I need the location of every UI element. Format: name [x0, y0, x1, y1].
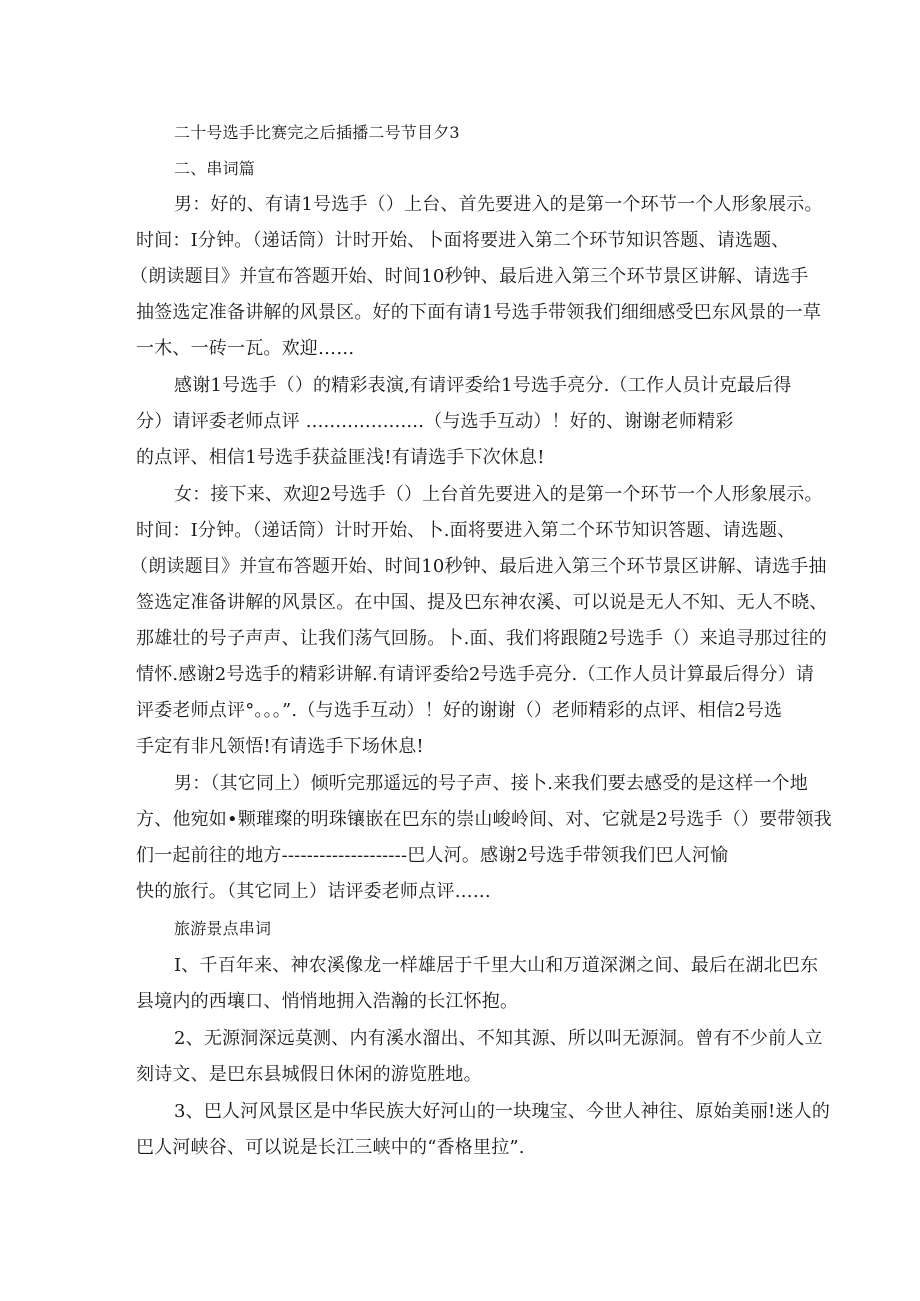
- paragraph-line: 3、巴人河风景区是中华民族大好河山的一块瑰宝、今世人神往、原始美丽!迷人的: [174, 1101, 831, 1122]
- paragraph-line: 男：（其它同上）倾听完那遥远的号子声、接卜.来我们要去感受的是这样一个地: [174, 773, 808, 794]
- paragraph-line: 感谢1号选手（）的精彩表演,有请评委给1号选手亮分.（工作人员计克最后得: [174, 375, 792, 396]
- paragraph-line: I、千百年来、神农溪像龙一样雄居于千里大山和万道深渊之间、最后在湖北巴东: [174, 955, 819, 976]
- paragraph-line: 手定有非凡领悟!有请选手下场休息!: [136, 736, 424, 757]
- section-heading-tourism: 旅游景点串词: [174, 919, 272, 938]
- paragraph-line: 那雄壮的号子声声、让我们荡气回肠。卜.面、我们将跟随2号选手（）来追寻那过往的: [136, 628, 827, 649]
- paragraph-line: 方、他宛如•颗璀璨的明珠镶嵌在巴东的崇山峻岭间、对、它就是2号选手（）要带领我: [136, 809, 832, 830]
- paragraph-line: 县境内的西壤口、悄悄地拥入浩瀚的长江怀抱。: [136, 991, 519, 1012]
- paragraph-line: 巴人河峡谷、可以说是长江三峡中的“香格里拉”.: [136, 1137, 525, 1158]
- paragraph-line: （朗读题目》并宣布答题开始、时间10秒钟、最后进入第三个环节景区讲解、请选手抽: [130, 556, 827, 577]
- paragraph-line: 男：好的、有请1号选手（）上台、首先要进入的是第一个环节一个人形象展示。: [174, 194, 823, 215]
- paragraph-line: 情怀.感谢2号选手的精彩讲解.有请评委给2号选手亮分.（工作人员计算最后得分）请: [136, 664, 815, 685]
- paragraph-line: 时间：I分钟。（递话筒）计时开始、卜.面将要进入第二个环节知识答题、请选题、: [136, 520, 796, 541]
- paragraph-line: 女：接下来、欢迎2号选手（）上台首先要进入的是第一个环节一个人形象展示。: [174, 484, 823, 505]
- paragraph-line: 刻诗文、是巴东县城假日休闲的游览胜地。: [136, 1064, 482, 1085]
- paragraph-line: 时间：I分钟。（递话筒）计时开始、卜面将要进入第二个环节知识答题、请选题、: [136, 230, 790, 251]
- section-heading-chuanci: 二、串词篇: [174, 159, 256, 178]
- paragraph-line: 抽签选定准备讲解的风景区。好的下面有请1号选手带领我们细细感受巴东风景的一草: [136, 302, 822, 323]
- paragraph-line: 2、无源洞深远莫测、内有溪水溜出、不知其源、所以叫无源洞。曾有不少前人立: [174, 1028, 823, 1049]
- paragraph-line: 分）请评委老师点评 ....................（与选手互动）！好的、谢谢老师精彩: [136, 411, 734, 432]
- section-subtitle: 二十号选手比赛完之后插播二号节目夕3: [174, 123, 460, 142]
- paragraph-line: 的点评、相信1号选手获益匪浅!有请选手下次休息!: [136, 447, 545, 468]
- paragraph-line: 快的旅行。（其它同上）诘评委老师点评……: [136, 881, 491, 902]
- paragraph-line: 一木、一砖一瓦。欢迎……: [136, 338, 355, 359]
- paragraph-line: （朗读题目》并宣布答题开始、时间10秒钟、最后进入第三个环节景区讲解、请选手: [130, 266, 809, 287]
- paragraph-line: 们一起前往的地方--------------------巴人河。感谢2号选手带领我们巴人河愉: [136, 845, 729, 866]
- paragraph-line: 签选定准备讲解的风景区。在中国、提及巴东神农溪、可以说是无人不知、无人不晓、: [136, 592, 828, 613]
- paragraph-line: 评委老师点评°。。。”.（与选手互动）！好的谢谢（）老师精彩的点评、相信2号选: [136, 700, 783, 721]
